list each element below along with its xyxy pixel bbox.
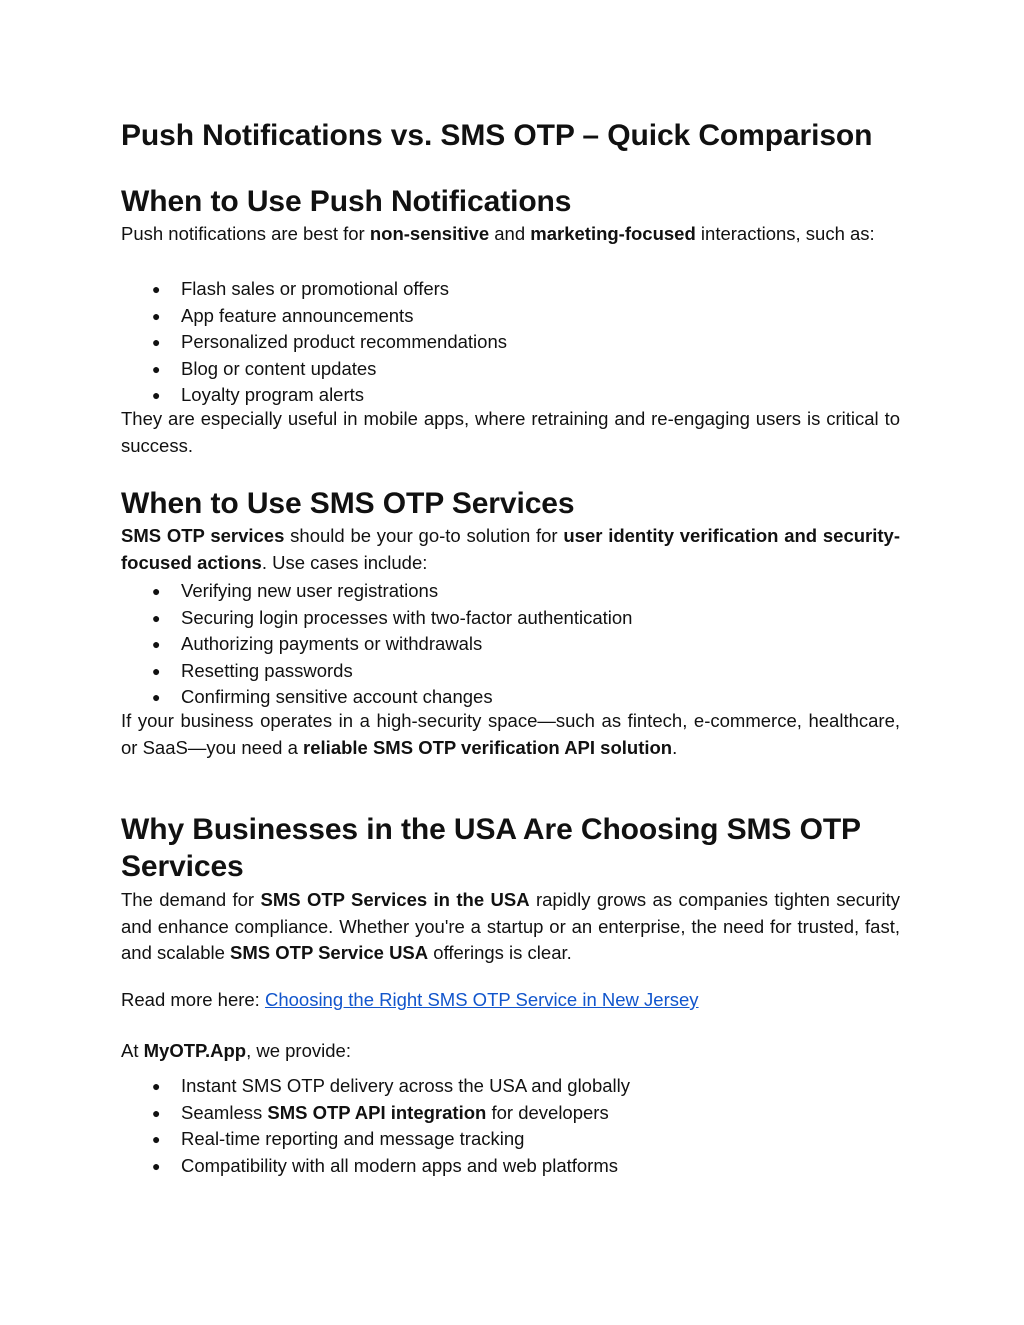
bullet-icon: ● — [152, 334, 161, 350]
sms-intro — [121, 523, 900, 576]
list-item — [121, 578, 900, 605]
list-item-text-2: for developers — [486, 1101, 609, 1123]
bullet-icon: ● — [152, 281, 161, 297]
list-item — [121, 631, 900, 658]
sms-outro — [121, 708, 900, 761]
sms-intro-bold-2: user identity verification and security-focused actions — [121, 525, 900, 573]
list-item-text: Real-time reporting and message tracking — [181, 1128, 525, 1149]
sms-outro-bold: reliable SMS OTP verification API solution — [303, 736, 673, 758]
push-list — [121, 276, 900, 409]
push-intro-text: Push notifications are best for — [121, 223, 370, 244]
sms-intro-bold-1: SMS OTP services — [121, 525, 285, 546]
push-heading: When to Use Push Notifications — [121, 185, 572, 218]
list-item — [121, 684, 900, 711]
list-item — [121, 1100, 900, 1127]
usa-paragraph — [121, 887, 900, 967]
sms-outro-text-2: . — [672, 736, 678, 758]
usa-para-text: The demand for — [121, 889, 261, 910]
list-item-bold: SMS OTP API integration — [267, 1101, 487, 1123]
list-item — [121, 1073, 900, 1100]
list-item-text: Confirming sensitive account changes — [181, 686, 493, 707]
sms-outro-text: If your business operates in a high-security space—such as fintech, e-commerce, healthcare, or SaaS—you need a — [121, 710, 900, 758]
list-item-text: Authorizing payments or withdrawals — [181, 633, 483, 654]
list-item — [121, 382, 900, 409]
sms-heading: When to Use SMS OTP Services — [121, 487, 575, 520]
list-item — [121, 658, 900, 685]
bullet-icon: ● — [152, 1131, 161, 1147]
list-item-text: Instant SMS OTP delivery across the USA and globally — [181, 1075, 631, 1096]
bullet-icon: ● — [152, 662, 161, 679]
usa-para-text-2: rapidly grows as companies tighten security and enhance compliance. Whether you're a startup or an enterprise, the need for trusted, fast, and scalable — [121, 889, 900, 963]
push-intro-text-3: interactions, such as: — [695, 223, 875, 244]
provide-text: At — [121, 1040, 144, 1061]
read-more — [121, 987, 900, 1014]
sms-list — [121, 578, 900, 711]
list-item-text: Personalized product recommendations — [181, 331, 507, 352]
sms-intro-text-2: . Use cases include: — [261, 551, 428, 573]
list-item-text: Compatibility with all modern apps and web platforms — [181, 1154, 619, 1176]
bullet-icon: ● — [152, 1078, 161, 1094]
push-intro-bold-2: marketing-focused — [530, 223, 696, 244]
provide-intro — [121, 1038, 900, 1065]
bullet-icon: ● — [152, 1104, 161, 1121]
list-item-text: Blog or content updates — [181, 357, 377, 379]
list-item — [121, 329, 900, 356]
list-item — [121, 1126, 900, 1153]
usa-heading-line-2: Services — [121, 850, 244, 883]
usa-para-text-3: offerings is clear. — [428, 942, 572, 963]
bullet-icon: ● — [152, 307, 161, 324]
push-intro-bold-1: non-sensitive — [369, 223, 490, 244]
provide-bold: MyOTP.App — [143, 1040, 247, 1061]
push-intro — [121, 221, 900, 248]
list-item — [121, 605, 900, 632]
provide-list — [121, 1073, 900, 1179]
list-item — [121, 1153, 900, 1180]
list-item-text: App feature announcements — [181, 304, 414, 326]
list-item-text: Resetting passwords — [181, 659, 353, 681]
sms-intro-text: should be your go-to solution for — [284, 525, 564, 546]
usa-para-bold-2: SMS OTP Service USA — [230, 942, 429, 963]
list-item-text: Verifying new user registrations — [181, 580, 439, 601]
list-item-text: Seamless — [181, 1101, 268, 1123]
list-item-text: Loyalty program alerts — [181, 384, 365, 405]
bullet-icon: ● — [152, 636, 161, 652]
bullet-icon: ● — [152, 360, 161, 377]
list-item — [121, 356, 900, 383]
push-outro: They are especially useful in mobile apps, where retraining and re-engaging users is critical to success. — [121, 408, 900, 456]
usa-heading-line-1: Why Businesses in the USA Are Choosing SMS OTP — [121, 813, 861, 846]
usa-para-bold-1: SMS OTP Services in the USA — [260, 889, 530, 910]
list-item — [121, 276, 900, 303]
bullet-icon: ● — [152, 387, 161, 403]
bullet-icon: ● — [152, 689, 161, 705]
push-intro-text-2: and — [489, 223, 531, 244]
bullet-icon: ● — [152, 583, 161, 599]
list-item — [121, 303, 900, 330]
bullet-icon: ● — [152, 609, 161, 626]
read-more-label: Read more here: — [121, 989, 265, 1010]
provide-text-2: , we provide: — [246, 1040, 351, 1061]
list-item-text: Securing login processes with two-factor authentication — [181, 606, 633, 628]
list-item-text: Flash sales or promotional offers — [181, 278, 450, 299]
read-more-link[interactable]: Choosing the Right SMS OTP Service in New Jersey — [264, 989, 699, 1010]
usa-heading — [121, 811, 900, 885]
bullet-icon: ● — [152, 1157, 161, 1174]
page-title: Push Notifications vs. SMS OTP – Quick Comparison — [121, 119, 873, 152]
